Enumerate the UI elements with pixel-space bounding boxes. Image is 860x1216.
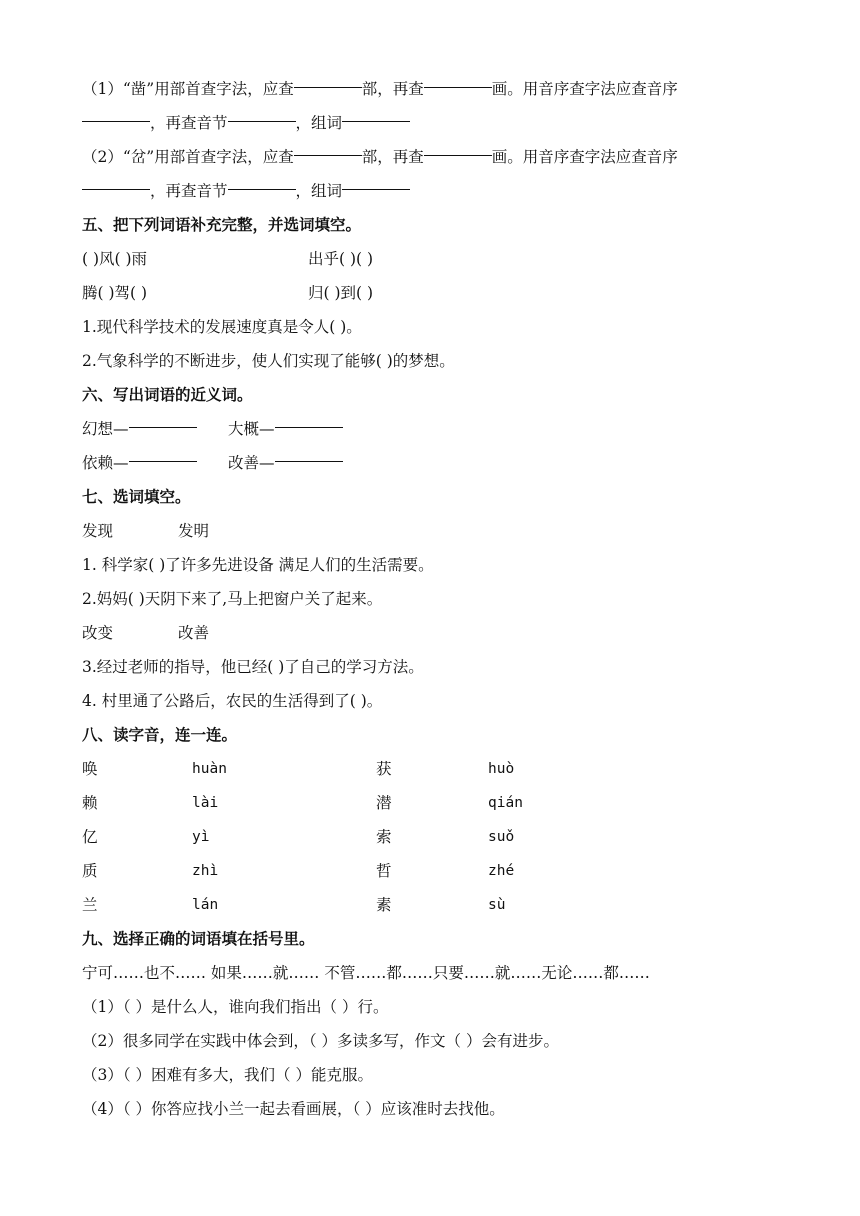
q8-row [82,888,782,922]
q8-character[interactable]: 哲 [376,862,392,880]
q6-title: 六、写出词语的近义词。 [82,386,253,404]
q9-options: 宁可……也不…… 如果……就…… 不管……都……只要……就……无论……都…… [82,964,650,982]
q7-words1 [82,514,782,548]
q8-pinyin[interactable]: zhì [192,863,219,879]
q8-character[interactable]: 唤 [82,760,98,778]
q7-sentence2: 2.妈妈( )天阴下来了,马上把窗户关了起来。 [82,590,383,608]
q5-row1 [82,242,782,276]
q6-word: 大概— [228,420,275,438]
q7-word: 发现 [82,522,114,540]
q5-idiom: 出乎( )( ) [308,250,374,268]
q8-character[interactable]: 兰 [82,896,98,914]
q8-pinyin[interactable]: suǒ [488,829,515,845]
q5-sentence1: 1.现代科学技术的发展速度真是令人( )。 [82,318,362,336]
q8-character[interactable]: 获 [376,760,392,778]
q5-title: 五、把下列词语补充完整，并选词填空。 [82,216,362,234]
q4-item1-line1 [82,72,782,106]
blank[interactable] [294,86,362,88]
q4-item1-text: ，再查音节 [150,114,228,132]
q4-item2-text: ，再查音节 [150,182,228,200]
blank[interactable] [82,188,150,190]
blank[interactable] [275,426,343,428]
q7-words2 [82,616,782,650]
q4-item1-line2 [82,106,782,140]
q7-word: 改善 [178,624,210,642]
q4-item1-text: ，组词 [295,114,343,132]
q8-table [82,752,782,922]
q6-row1 [82,412,782,446]
blank[interactable] [82,120,150,122]
blank[interactable] [228,188,296,190]
q8-pinyin[interactable]: yì [192,829,210,845]
q5-row2 [82,276,782,310]
q8-pinyin[interactable]: huò [488,761,515,777]
q9-sentence4: （4）（ ）你答应找小兰一起去看画展，（ ）应该准时去找他。 [82,1100,505,1118]
blank[interactable] [342,188,410,190]
q4-item2-text: （2）“岔”用部首查字法，应查 [82,148,294,166]
blank[interactable] [294,154,362,156]
q4-item2-line1 [82,140,782,174]
q6-word: 改善— [228,454,275,472]
q8-title: 八、读字音，连一连。 [82,726,238,744]
q6-word: 依赖— [82,454,129,472]
q9-title: 九、选择正确的词语填在括号里。 [82,930,315,948]
q7-word: 改变 [82,624,114,642]
q7-sentence4: 4. 村里通了公路后，农民的生活得到了( )。 [82,692,383,710]
blank[interactable] [129,460,197,462]
q7-sentence1: 1. 科学家( )了许多先进设备 满足人们的生活需要。 [82,556,434,574]
q6-row2 [82,446,782,480]
q8-pinyin[interactable]: zhé [488,863,515,879]
q8-pinyin[interactable]: sù [488,897,506,913]
blank[interactable] [275,460,343,462]
q8-character[interactable]: 潜 [376,794,392,812]
q9-sentence2: （2）很多同学在实践中体会到，（ ）多读多写，作文（ ）会有进步。 [82,1032,559,1050]
blank[interactable] [129,426,197,428]
q8-pinyin[interactable]: lán [192,897,219,913]
q8-character[interactable]: 素 [376,896,392,914]
q8-character[interactable]: 赖 [82,794,98,812]
q7-title: 七、选词填空。 [82,488,191,506]
blank[interactable] [424,86,492,88]
blank[interactable] [228,120,296,122]
q6-word: 幻想— [82,420,129,438]
blank[interactable] [424,154,492,156]
q4-item1-text: （1）“凿”用部首查字法，应查 [82,80,294,98]
q8-pinyin[interactable]: qián [488,795,523,811]
q5-idiom: 腾( )驾( ) [82,284,148,302]
q9-sentence1: （1）（ ）是什么人，谁向我们指出（ ）行。 [82,998,389,1016]
q8-row [82,786,782,820]
q8-pinyin[interactable]: huàn [192,761,227,777]
q4-item2-text: 部，再查 [361,148,424,166]
q4-item2-line2 [82,174,782,208]
q4-item2-text: 画。用音序查字法应查音序 [491,148,678,166]
q8-row [82,854,782,888]
q5-sentence2: 2.气象科学的不断进步，使人们实现了能够( )的梦想。 [82,352,455,370]
q4-item1-text: 画。用音序查字法应查音序 [491,80,678,98]
q4-item2-text: ，组词 [295,182,343,200]
q5-idiom: ( )风( )雨 [82,250,148,268]
q7-word: 发明 [178,522,210,540]
q8-character[interactable]: 索 [376,828,392,846]
q8-character[interactable]: 质 [82,862,98,880]
q5-idiom: 归( )到( ) [308,284,374,302]
q9-sentence3: （3）（ ）困难有多大，我们（ ）能克服。 [82,1066,373,1084]
q7-sentence3: 3.经过老师的指导，他已经( )了自己的学习方法。 [82,658,424,676]
q8-pinyin[interactable]: lài [192,795,219,811]
q8-row [82,752,782,786]
q4-item1-text: 部，再查 [361,80,424,98]
blank[interactable] [342,120,410,122]
worksheet [82,72,782,1126]
q8-row [82,820,782,854]
q8-character[interactable]: 亿 [82,828,98,846]
